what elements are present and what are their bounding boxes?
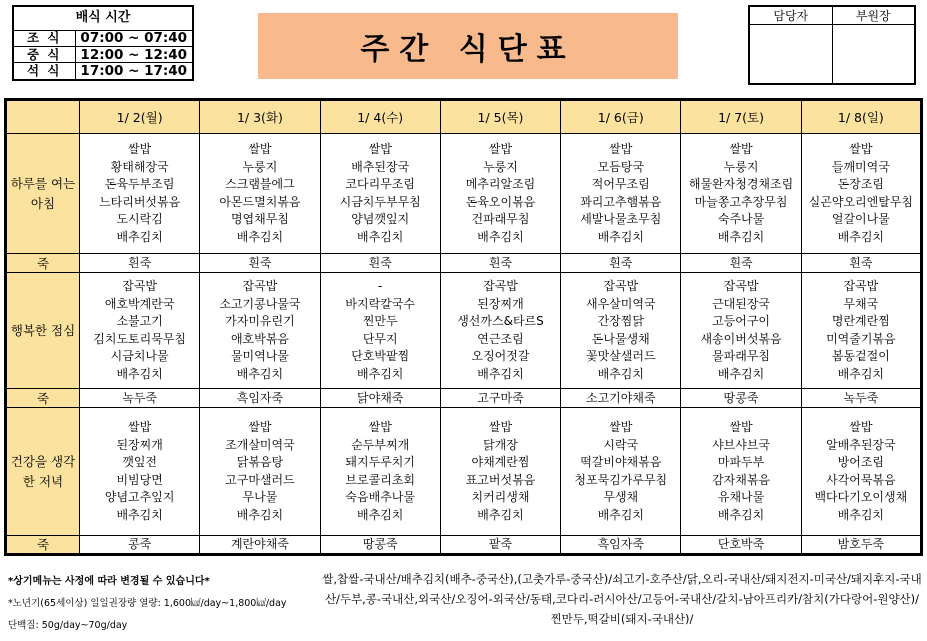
menu-item: 돈육오이볶음	[465, 194, 536, 209]
porridge-label: 죽	[6, 536, 80, 555]
menu-cell	[681, 134, 801, 254]
menu-item: 야채계란찜	[471, 455, 530, 469]
porridge-cell: 흰죽	[80, 254, 200, 273]
porridge-cell: 땅콩죽	[681, 389, 801, 408]
porridge-cell: 흑임자죽	[561, 536, 681, 555]
menu-item: 비빔당면	[116, 472, 163, 487]
porridge-cell: 녹두죽	[80, 389, 200, 408]
menu-item: 봄동겉절이	[831, 349, 890, 363]
menu-item: 도시락김	[116, 212, 163, 226]
menu-item: 쌀밥	[729, 420, 753, 434]
porridge-label: 죽	[6, 254, 80, 273]
menu-item: 배추김치	[357, 366, 404, 381]
menu-item: 돼지두루치기	[345, 455, 415, 469]
menu-item: 쌀밥	[248, 420, 272, 434]
lunch-label: 중 식	[13, 46, 75, 62]
menu-item: 배추김치	[477, 366, 524, 381]
porridge-cell: 녹두죽	[801, 389, 921, 408]
menu-item: 잡곡밥	[603, 279, 639, 293]
menu-item: 치커리생채	[471, 490, 530, 504]
menu-cell	[561, 408, 681, 536]
footer-notes	[8, 571, 320, 637]
menu-item: 실곤약오리엔탈무침	[808, 194, 914, 209]
menu-item: 소고기콩나물국	[219, 296, 301, 311]
menu-item: 청포묵김가루무침	[574, 472, 668, 487]
menu-item: 단무지	[362, 331, 398, 346]
menu-item: 애호박볶음	[230, 331, 289, 346]
staff-signature-cell	[749, 25, 832, 85]
menu-item: 시금치두부무침	[339, 194, 421, 209]
porridge-cell: 흰죽	[681, 254, 801, 273]
menu-item: 쌀밥	[488, 420, 513, 434]
menu-cell	[80, 408, 200, 536]
menu-item: 물미역나물	[230, 349, 289, 363]
menu-item: 연근조림	[477, 331, 524, 346]
menu-item: 적어무조림	[591, 177, 650, 191]
menu-item: 순두부찌개	[351, 437, 410, 452]
menu-item: 생선까스&타르S	[457, 314, 544, 328]
breakfast-label: 조 식	[13, 30, 75, 46]
meal-row	[6, 408, 922, 536]
menu-cell	[200, 134, 320, 254]
menu-item: 세발나물초무침	[580, 212, 662, 226]
menu-item: 배추김치	[236, 366, 284, 381]
menu-item: 마파두부	[717, 455, 765, 469]
menu-item: 배추김치	[357, 229, 404, 244]
menu-item: 된장찌개	[116, 437, 163, 452]
menu-item: 돈장조림	[837, 177, 885, 191]
menu-item: 오징어젓갈	[471, 349, 530, 363]
menu-item: 들깨미역국	[831, 159, 890, 174]
menu-item: 배추김치	[357, 507, 404, 522]
menu-item: 마늘쫑고추장무침	[694, 194, 788, 209]
change-notice: *상기메뉴는 사정에 따라 변경될 수 있습니다*	[8, 576, 210, 587]
menu-item: 배추김치	[597, 507, 644, 522]
menu-cell	[681, 273, 801, 389]
menu-item: 메추리알조림	[465, 177, 536, 191]
porridge-cell: 계란야채죽	[200, 536, 320, 555]
menu-item: 배추김치	[236, 507, 284, 522]
menu-item: 표고버섯볶음	[465, 472, 536, 487]
menu-item: 샤브샤브국	[712, 437, 771, 452]
porridge-cell: 흰죽	[801, 254, 921, 273]
meal-row	[6, 134, 922, 254]
menu-item: 배추김치	[837, 507, 885, 522]
menu-item: 배추김치	[837, 229, 885, 244]
menu-item: 명엽채무침	[230, 212, 289, 226]
day-header: 1/ 3(화)	[200, 100, 320, 134]
menu-item: 찐만두	[362, 314, 398, 328]
day-header: 1/ 7(토)	[681, 100, 801, 134]
menu-item: 무생채	[603, 490, 639, 504]
porridge-cell: 흑임자죽	[200, 389, 320, 408]
menu-item: 양념고추잎지	[104, 490, 175, 504]
menu-item: 고구마샐러드	[225, 472, 295, 487]
menu-item: 무나물	[242, 490, 278, 504]
menu-item: 조개살미역국	[225, 437, 295, 452]
approval-box	[748, 5, 916, 85]
porridge-cell: 콩죽	[80, 536, 200, 555]
menu-item: 배추김치	[837, 366, 885, 381]
protein-note: 단백질: 50g/day~70g/day	[8, 620, 128, 631]
menu-item: 쌀밥	[609, 420, 633, 434]
menu-cell	[681, 408, 801, 536]
porridge-row	[6, 536, 922, 555]
porridge-cell: 닭야채죽	[320, 389, 440, 408]
menu-item: 배추김치	[717, 229, 765, 244]
menu-item: 배추김치	[477, 507, 524, 522]
menu-item: 누룽지	[242, 159, 278, 174]
menu-item: 잡곡밥	[723, 279, 759, 293]
menu-item: 아몬드멸치볶음	[219, 194, 301, 209]
menu-item: 닭개장	[483, 437, 518, 452]
menu-item: 쌀밥	[609, 142, 633, 156]
meal-row	[6, 273, 922, 389]
porridge-cell: 흰죽	[440, 254, 560, 273]
page-title: 주간 식단표	[258, 13, 678, 79]
dinner-time: 17:00 ~ 17:40	[75, 63, 193, 80]
menu-item: 쌀밥	[729, 142, 753, 156]
day-header: 1/ 2(월)	[80, 100, 200, 134]
menu-item: 김치도토리묵무침	[93, 331, 187, 346]
corner-cell	[6, 100, 80, 134]
porridge-cell: 팥죽	[440, 536, 560, 555]
menu-cell	[440, 134, 560, 254]
menu-item: 양념깻잎지	[351, 212, 410, 226]
menu-item: 근대된장국	[712, 296, 771, 311]
porridge-cell: 흰죽	[561, 254, 681, 273]
menu-item: 알배추된장국	[826, 437, 896, 452]
day-header: 1/ 6(금)	[561, 100, 681, 134]
menu-item: 돈육두부조림	[104, 177, 175, 191]
menu-item: -	[378, 279, 383, 293]
menu-item: 깻잎전	[122, 455, 158, 469]
menu-cell	[801, 273, 921, 389]
origin-info: 쌀,찹쌀-국내산/배추김치(배추-중국산),(고춧가루-중국산)/쇠고기-호주산/닭,오리-국내산/돼지전지-미국산/돼지후지-국내산/두부,콩-국내산,외국산/오징어-외국산/동태,코다리-러시아산/고등어-국내산/갈치-남아프리카/참치(가다랑어-원양산)/찐만두,떡갈비(돼지-국내산)/	[322, 572, 922, 626]
porridge-cell: 고구마죽	[440, 389, 560, 408]
menu-item: 배추김치	[597, 229, 644, 244]
menu-item: 배추김치	[477, 229, 524, 244]
menu-item: 쌀밥	[488, 142, 513, 156]
menu-item: 새우살미역국	[585, 296, 656, 311]
menu-cell	[200, 408, 320, 536]
porridge-cell: 흰죽	[200, 254, 320, 273]
day-header: 1/ 5(목)	[440, 100, 560, 134]
menu-item: 배추김치	[597, 366, 644, 381]
menu-item: 새송이버섯볶음	[700, 331, 782, 346]
menu-item: 된장찌개	[477, 296, 524, 311]
menu-item: 감자채볶음	[712, 472, 771, 487]
menu-item: 숙음배추나물	[345, 490, 415, 504]
serving-times-table	[12, 5, 194, 81]
menu-item: 코다리무조림	[345, 177, 415, 191]
menu-item: 잡곡밥	[242, 279, 278, 293]
menu-item: 해물완자청경채조림	[688, 177, 794, 191]
menu-item: 느타리버섯볶음	[99, 194, 181, 209]
porridge-label: 죽	[6, 389, 80, 408]
menu-item: 배추김치	[116, 366, 163, 381]
menu-cell	[801, 408, 921, 536]
menu-item: 쌀밥	[849, 420, 873, 434]
deputy-signature-cell	[832, 25, 915, 85]
menu-item: 숙주나물	[717, 212, 765, 226]
breakfast-time: 07:00 ~ 07:40	[75, 30, 193, 46]
menu-item: 누룽지	[483, 159, 518, 174]
menu-item: 미역줄기볶음	[826, 331, 896, 346]
meal-label: 하루를 여는 아침	[6, 134, 80, 254]
menu-item: 잡곡밥	[122, 279, 158, 293]
menu-item: 사각어묵볶음	[826, 472, 896, 487]
menu-item: 시금치나물	[110, 349, 169, 363]
day-header-row	[6, 100, 922, 134]
menu-item: 쌀밥	[368, 420, 392, 434]
porridge-cell: 땅콩죽	[320, 536, 440, 555]
menu-cell	[320, 273, 440, 389]
menu-item: 단호박팥찜	[351, 349, 410, 363]
menu-item: 시락국	[603, 437, 639, 452]
day-header: 1/ 4(수)	[320, 100, 440, 134]
menu-item: 물파래무침	[712, 349, 771, 363]
menu-item: 가자미유린기	[225, 314, 295, 328]
menu-item: 소불고기	[116, 314, 163, 328]
menu-item: 고등어구이	[712, 314, 771, 328]
menu-item: 꽈리고추햄볶음	[580, 194, 662, 209]
menu-cell	[440, 408, 560, 536]
day-header: 1/ 8(일)	[801, 100, 921, 134]
dinner-label: 석 식	[13, 63, 75, 80]
menu-cell	[200, 273, 320, 389]
menu-item: 브로콜리초회	[345, 472, 415, 487]
calorie-note: *노년기(65세이상) 일일권장량 열량: 1,600㎉/day~1,800㎉/day	[8, 598, 287, 609]
menu-item: 쌀밥	[368, 142, 392, 156]
menu-item: 무채국	[843, 296, 879, 311]
menu-item: 돈나물생채	[591, 331, 650, 346]
menu-item: 스크램블에그	[225, 177, 295, 191]
menu-item: 쌀밥	[128, 420, 152, 434]
menu-item: 배추김치	[116, 229, 163, 244]
menu-item: 꽃맛살샐러드	[585, 349, 656, 363]
menu-item: 배추김치	[717, 507, 765, 522]
porridge-row	[6, 389, 922, 408]
menu-cell	[440, 273, 560, 389]
staff-label: 담당자	[749, 6, 832, 25]
porridge-cell: 흰죽	[320, 254, 440, 273]
menu-item: 모듬탕국	[597, 159, 644, 174]
menu-cell	[80, 273, 200, 389]
porridge-cell: 소고기야채죽	[561, 389, 681, 408]
lunch-time: 12:00 ~ 12:40	[75, 46, 193, 62]
deputy-label: 부원장	[832, 6, 915, 25]
serving-times-header: 배식 시간	[13, 6, 193, 30]
menu-item: 쌀밥	[849, 142, 873, 156]
menu-cell	[561, 273, 681, 389]
menu-cell	[320, 134, 440, 254]
menu-item: 백다다기오이생채	[814, 490, 908, 504]
menu-item: 누룽지	[723, 159, 759, 174]
menu-item: 건파래무침	[471, 212, 530, 226]
menu-item: 애호박계란국	[104, 296, 175, 311]
menu-item: 배추김치	[717, 366, 765, 381]
menu-item: 잡곡밥	[843, 279, 879, 293]
menu-item: 유채나물	[717, 490, 765, 504]
meal-label: 행복한 점심	[6, 273, 80, 389]
menu-cell	[320, 408, 440, 536]
meal-label: 건강을 생각한 저녁	[6, 408, 80, 536]
porridge-cell: 밤호두죽	[801, 536, 921, 555]
menu-item: 배추김치	[236, 229, 284, 244]
menu-item: 배추된장국	[351, 159, 410, 174]
menu-item: 명란계란찜	[831, 314, 890, 328]
menu-cell	[561, 134, 681, 254]
menu-item: 배추김치	[116, 507, 163, 522]
menu-item: 얼갈이나물	[831, 212, 890, 226]
porridge-row	[6, 254, 922, 273]
porridge-cell: 단호박죽	[681, 536, 801, 555]
menu-item: 바지락칼국수	[345, 296, 415, 311]
menu-item: 쌀밥	[248, 142, 272, 156]
menu-item: 황태해장국	[110, 159, 169, 174]
menu-item: 쌀밥	[128, 142, 152, 156]
menu-item: 간장찜닭	[597, 314, 644, 328]
menu-cell	[801, 134, 921, 254]
menu-item: 닭볶음탕	[236, 455, 284, 469]
menu-cell	[80, 134, 200, 254]
menu-item: 떡갈비야채볶음	[580, 455, 662, 469]
menu-item: 방어조림	[837, 455, 885, 469]
menu-item: 잡곡밥	[483, 279, 518, 293]
weekly-menu-table	[4, 98, 923, 556]
